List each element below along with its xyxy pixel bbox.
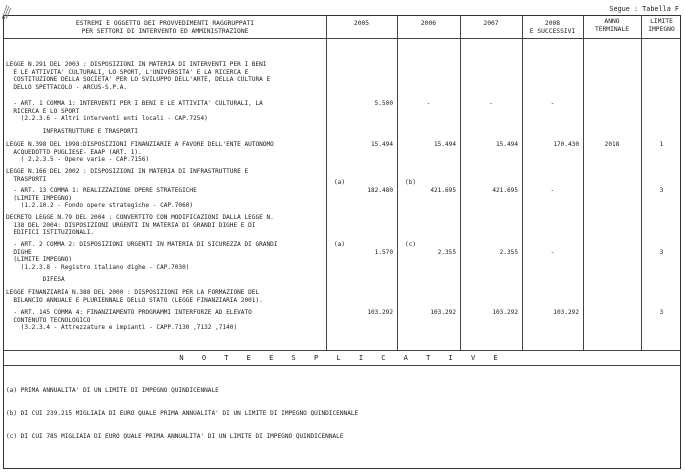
text-line: DIGHE: [6, 248, 32, 256]
row-3-anno: 2018: [604, 141, 620, 148]
row-10-2005: 103.292: [367, 309, 393, 316]
row-7-2005: 1.570: [374, 249, 393, 256]
row-1-2007: -: [489, 100, 493, 107]
row-7-note-2006: (c): [405, 241, 417, 248]
row-5-2008: -: [550, 187, 555, 194]
header-anno-line2: TERMINALE: [594, 25, 630, 33]
row-10-2007: 103.292: [492, 309, 518, 316]
row-10-2008: 103.292: [553, 309, 579, 316]
row-1-2005: 5.500: [374, 100, 393, 107]
text-line: - ART. 13 COMMA 1: REALIZZAZIONE OPERE STRATEGICHE: [6, 187, 197, 195]
row-5-limite: 3: [659, 187, 664, 194]
row-10-2006: 103.292: [430, 309, 456, 316]
text-line: TRASPORTI: [6, 175, 47, 183]
row-3-2005: 15.494: [370, 141, 393, 148]
row-3-2007: 15.494: [495, 141, 518, 148]
continuation-label: Segue : Tabella F: [609, 5, 679, 13]
row-7-2008: -: [550, 249, 555, 256]
notes-title: N O T E E S P L I C A T I V E: [179, 354, 505, 362]
table-row-10-text: [6, 294, 252, 347]
header-2006: 2006: [420, 20, 437, 27]
text-line: 138 DEL 2004: DISPOSIZIONI URGENTI IN MATERIA DI GRANDI DIGHE E DI: [6, 221, 256, 229]
header-2008-line2: E SUCCESSIVI: [529, 27, 576, 35]
row-5-2005: 182.480: [367, 187, 393, 194]
row-3-limite: 1: [659, 141, 664, 148]
row-1-2008: -: [550, 100, 555, 107]
row-10-limite: 3: [659, 309, 664, 316]
note-b: (b) DI CUI 239.215 MIGLIAIA DI EURO QUALE PRIMA ANNUALITA' DI UN LIMITE DI IMPEGNO QUINDICENNALE: [6, 409, 359, 417]
text-line: DECRETO LEGGE N.79 DEL 2004 : CONVERTITO CON MODIFICAZIONI DALLA LEGGE N.: [6, 214, 274, 222]
header-main-line2: PER SETTORI DI INTERVENTO ED AMMINISTRAZIONE: [81, 27, 249, 35]
text-line: - ART. 145 COMMA 4: FINANZIAMENTO PROGRAMMI INTERFORZE AD ELEVATO: [6, 309, 252, 317]
text-line: BILANCIO ANNUALE E PLURIENNALE DELLO STATO (LEGGE FINANZIARIA 2001).: [6, 296, 263, 304]
header-limite-line1: LIMITE: [650, 18, 673, 25]
row-7-note-2005: (a): [334, 241, 346, 248]
header-main: [4, 20, 326, 35]
text-line: ACQUEDOTTO PUGLIESE- EAAP (ART. 1).: [6, 148, 142, 156]
text-line: - ART. 1 COMMA 1: INTERVENTI PER I BENI E LE ATTIVITA' CULTURALI, LA: [6, 100, 263, 108]
row-7-2007: 2.355: [499, 249, 518, 256]
text-line: (3.2.3.4 - Attrezzature e impianti - CAPP.7130 ,7132 ,7140): [6, 324, 238, 332]
row-1-2006: -: [426, 100, 431, 107]
text-line: DELLO SPETTACOLO - ARCUS-S.P.A.: [6, 83, 128, 91]
row-5-2007: 421.695: [492, 187, 518, 194]
row-3-2008: 170.430: [553, 141, 579, 148]
text-line: E LE ATTIVITA' CULTURALI, LO SPORT, L'UNIVERSITA' E LA RICERCA E: [6, 68, 249, 76]
text-line: LEGGE N.166 DEL 2002 : DISPOSIZIONI IN MATERIA DI INFRASTRUTTURE E: [6, 168, 249, 176]
header-2007: 2007: [483, 20, 499, 27]
row-7-limite: 3: [659, 249, 664, 256]
text-line: (1.2.3.8 - Registro italiano dighe - CAP.7030): [6, 263, 190, 271]
text-line: - ART. 2 COMMA 2: DISPOSIZIONI URGENTI IN MATERIA DI SICUREZZA DI GRANDI: [6, 241, 278, 249]
text-line: (LIMITE IMPEGNO): [6, 194, 73, 202]
text-line: (2.2.3.6 - Altri interventi enti locali - CAP.7254): [6, 115, 208, 123]
page-corner-mark: [1, 4, 15, 20]
text-line: RICERCA E LO SPORT: [6, 107, 80, 115]
text-line: (LIMITE IMPEGNO): [6, 256, 73, 264]
text-line: LEGGE FINANZIARIA N.388 DEL 2000 : DISPOSIZIONI PER LA FORMAZIONE DEL: [6, 289, 260, 297]
text-line: LEGGE N.291 DEL 2003 : DISPOSIZIONI IN MATERIA DI INTERVENTI PER I BENI: [6, 61, 267, 69]
header-2008-line1: 2008: [544, 20, 561, 27]
row-5-2006: 421.695: [430, 187, 456, 194]
row-7-2006: 2.355: [437, 249, 456, 256]
text-line: ( 2.2.3.5 - Opere varie - CAP.7156): [6, 156, 150, 164]
text-line: DIFESA: [6, 276, 65, 284]
header-anno: [583, 18, 641, 33]
row-3-2006: 15.494: [433, 141, 456, 148]
header-limite: [641, 18, 682, 33]
text-line: (1.2.10.2 - Fondo opere strategiche - CAP.7060): [6, 202, 194, 210]
text-line: INFRASTRUTTURE E TRASPORTI: [6, 128, 139, 136]
note-a: (a) PRIMA ANNUALITA' DI UN LIMITE DI IMPEGNO QUINDICENNALE: [6, 387, 219, 395]
text-line: COSTITUZIONE DELLA SOCIETA' PER LO SVILUPPO DELL'ARTE, DELLA CULTURA E: [6, 76, 271, 84]
text-line: CONTENUTO TECNOLOGICO: [6, 316, 91, 324]
row-5-note-2005: (a): [334, 179, 346, 186]
table-frame: [3, 15, 681, 469]
header-anno-line1: ANNO: [604, 18, 620, 25]
row-5-note-2006: (b): [405, 179, 417, 186]
text-line: LEGGE N.398 DEL 1998:DISPOSIZIONI FINANZIARIE A FAVORE DELL'ENTE AUTONOMO: [6, 141, 274, 149]
header-main-line1: ESTREMI E OGGETTO DEI PROVVEDIMENTI RAGGRUPPATI: [75, 20, 255, 27]
note-c: (c) DI CUI 785 MIGLIAIA DI EURO QUALE PRIMA ANNUALITA' DI UN LIMITE DI IMPEGNO QUINDICENNALE: [6, 432, 344, 440]
header-limite-line2: IMPEGNO: [648, 25, 675, 33]
text-line: EDIFICI ISTITUZIONALI.: [6, 229, 95, 237]
notes-list: [6, 372, 358, 456]
header-2008: [522, 20, 583, 35]
header-2005: 2005: [353, 20, 370, 27]
